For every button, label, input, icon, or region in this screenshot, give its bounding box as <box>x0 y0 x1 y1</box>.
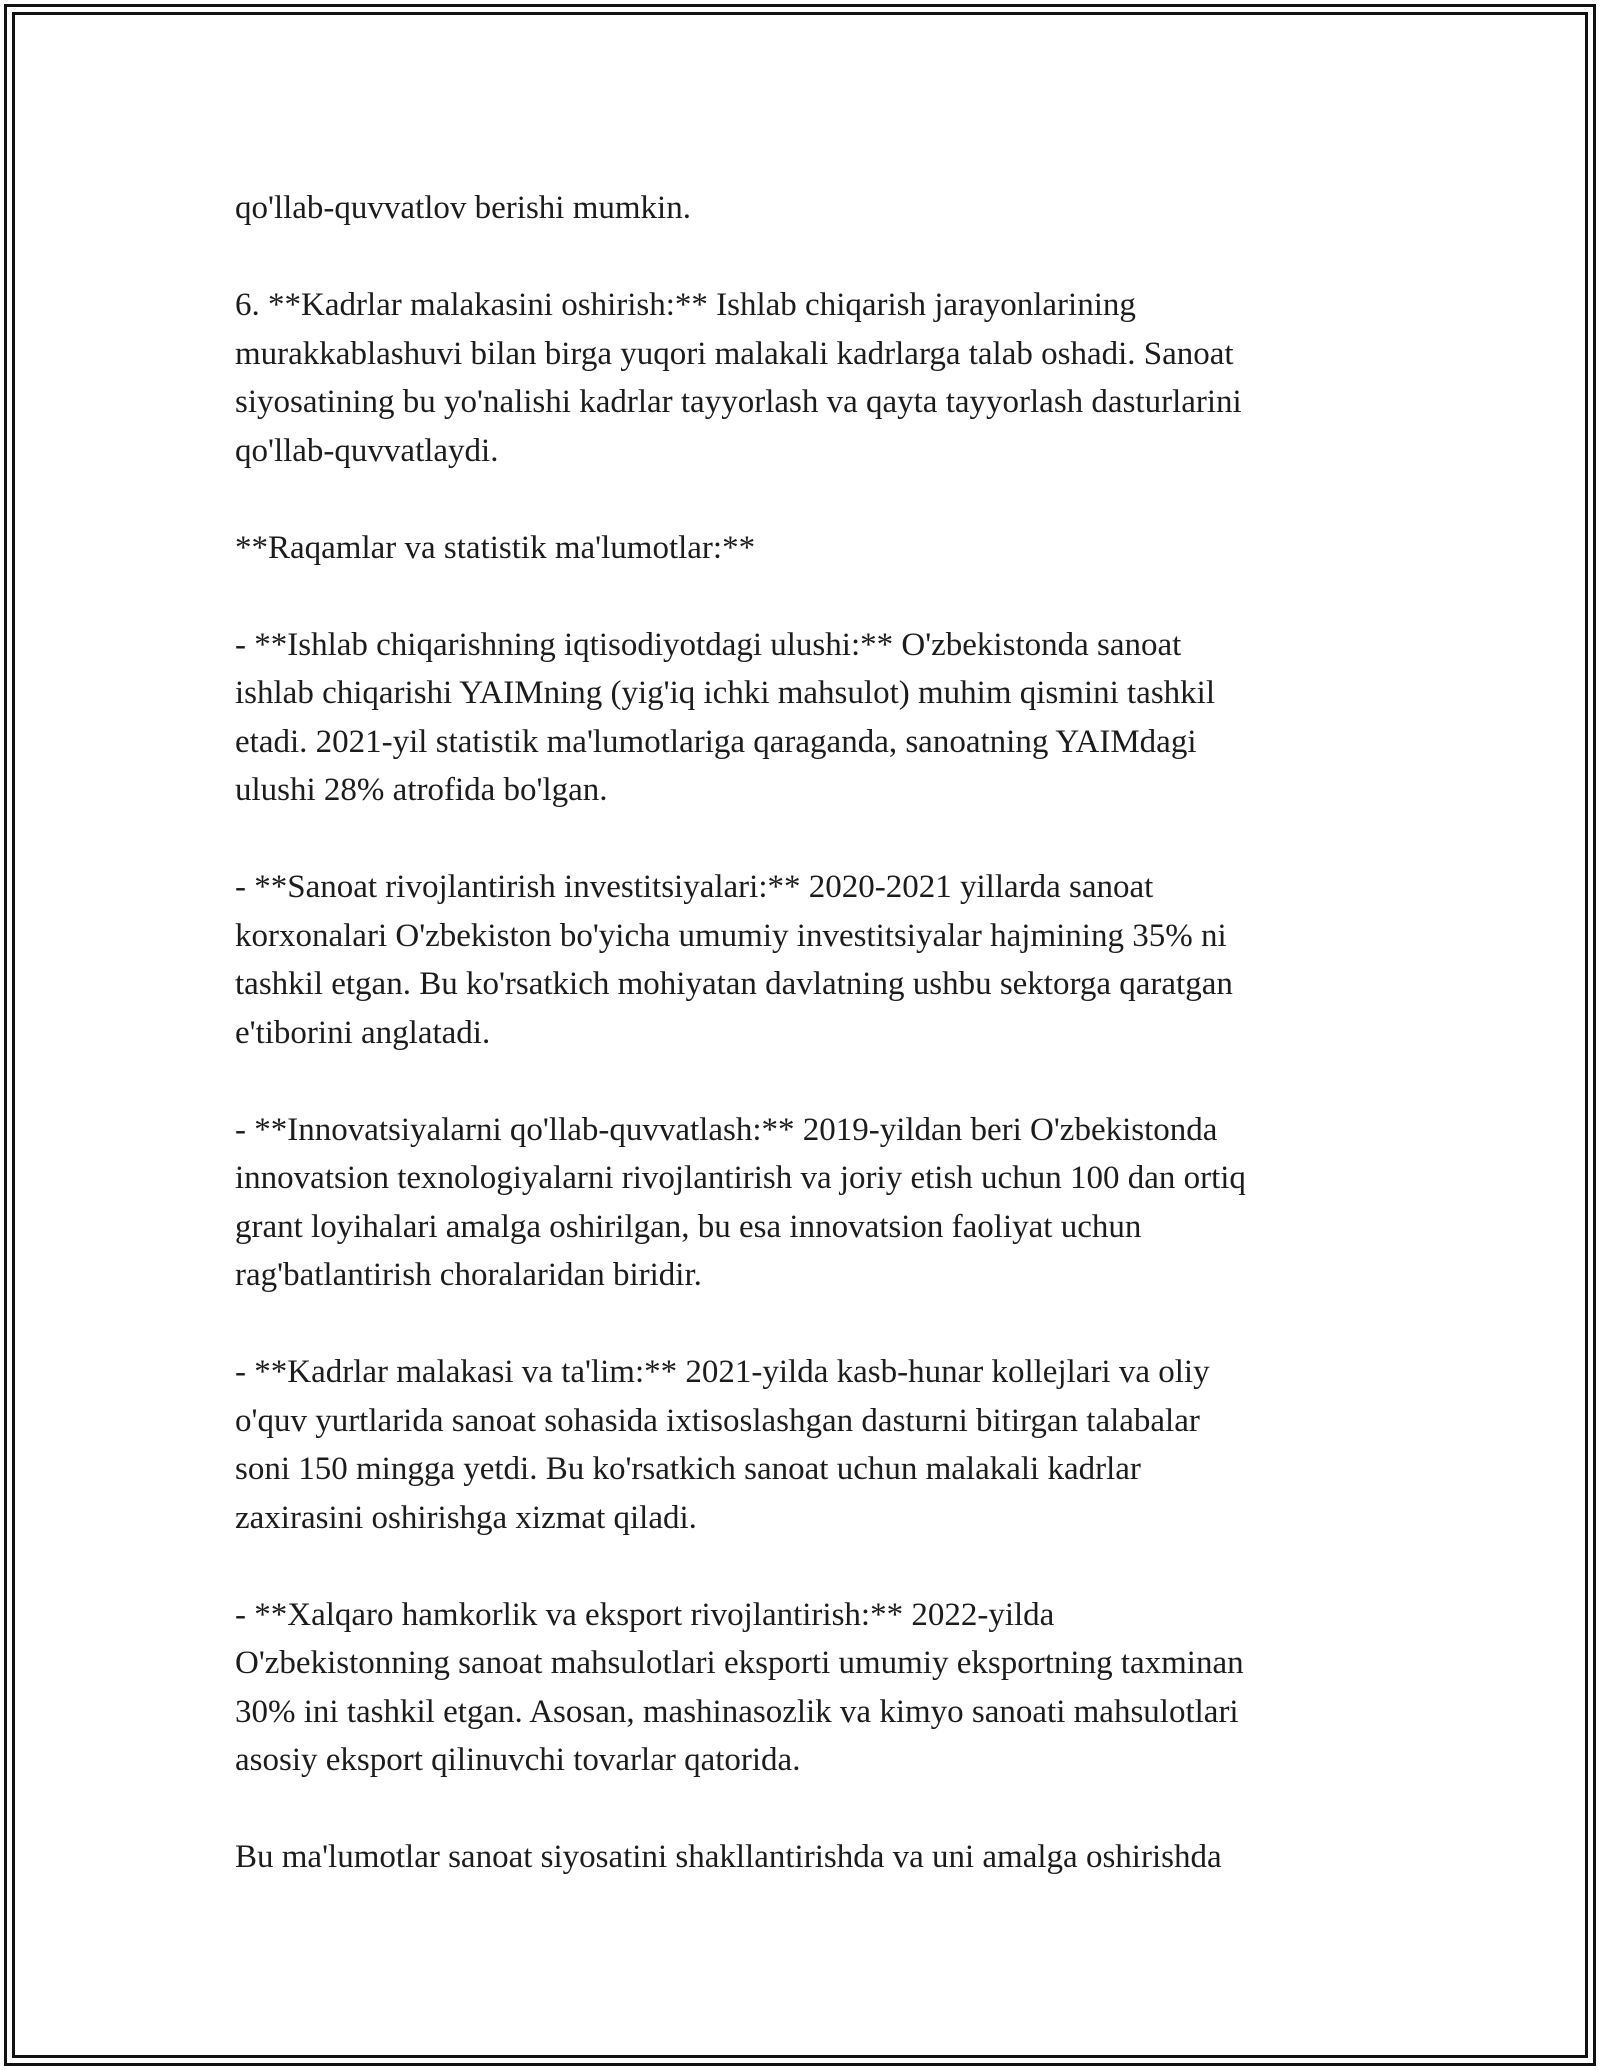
paragraph-closing: Bu ma'lumotlar sanoat siyosatini shakllantirishda va uni amalga oshirishda <box>235 1839 1222 1875</box>
bullet-investments: - **Sanoat rivojlantirish investitsiyalari:** 2020-2021 yillarda sanoat korxonalari O'zbekiston bo'yicha umumiy investitsiyalar hajmining 35% ni tashkil etgan. Bu ko'rsatkich mohiyatan davlatning ushbu sektorga qaratgan e'tiborini anglatadi. <box>235 869 1233 1051</box>
bullet-staff-education: - **Kadrlar malakasi va ta'lim:** 2021-yilda kasb-hunar kollejlari va oliy o'quv yurtlarida sanoat sohasida ixtisoslashgan dasturni bitirgan talabalar soni 150 mingga yetdi. Bu ko'rsatkich sanoat uchun malakali kadrlar zaxirasini oshirishga xizmat qiladi. <box>235 1354 1210 1536</box>
bullet-production-share: - **Ishlab chiqarishning iqtisodiyotdagi ulushi:** O'zbekistonda sanoat ishlab chiqarishi YAIMning (yig'iq ichki mahsulot) muhim qismini tashkil etadi. 2021-yil statistik ma'lumotlariga qaraganda, sanoatning YAIMdagi ulushi 28% atrofida bo'lgan. <box>235 626 1215 808</box>
bullet-international-export: - **Xalqaro hamkorlik va eksport rivojlantirish:** 2022-yilda O'zbekistonning sanoat mahsulotlari eksporti umumiy eksportning taxminan 30% ini tashkil etgan. Asosan, mashinasozlik va kimyo sanoati mahsulotlari asosiy eksport qilinuvchi tovarlar qatorida. <box>235 1596 1244 1778</box>
section-heading-statistics: **Raqamlar va statistik ma'lumotlar:** <box>235 529 756 566</box>
paragraph-continuation: qo'llab-quvvatlov berishi mumkin. <box>235 190 691 226</box>
document-body <box>235 184 1375 1882</box>
bullet-innovation-support: - **Innovatsiyalarni qo'llab-quvvatlash:** 2019-yildan beri O'zbekistonda innovatsion texnologiyalarni rivojlantirish va joriy etish uchun 100 dan ortiq grant loyihalari amalga oshirilgan, bu esa innovatsion faoliyat uchun rag'batlantirish choralaridan biridir. <box>235 1111 1246 1293</box>
paragraph-kadrlar-malakasini-oshirish: 6. **Kadrlar malakasini oshirish:** Ishlab chiqarish jarayonlarining murakkablashuvi bilan birga yuqori malakali kadrlarga talab oshadi. Sanoat siyosatining bu yo'nalishi kadrlar tayyorlash va qayta tayyorlash dasturlarini qo'llab-quvvatlaydi. <box>235 287 1242 469</box>
